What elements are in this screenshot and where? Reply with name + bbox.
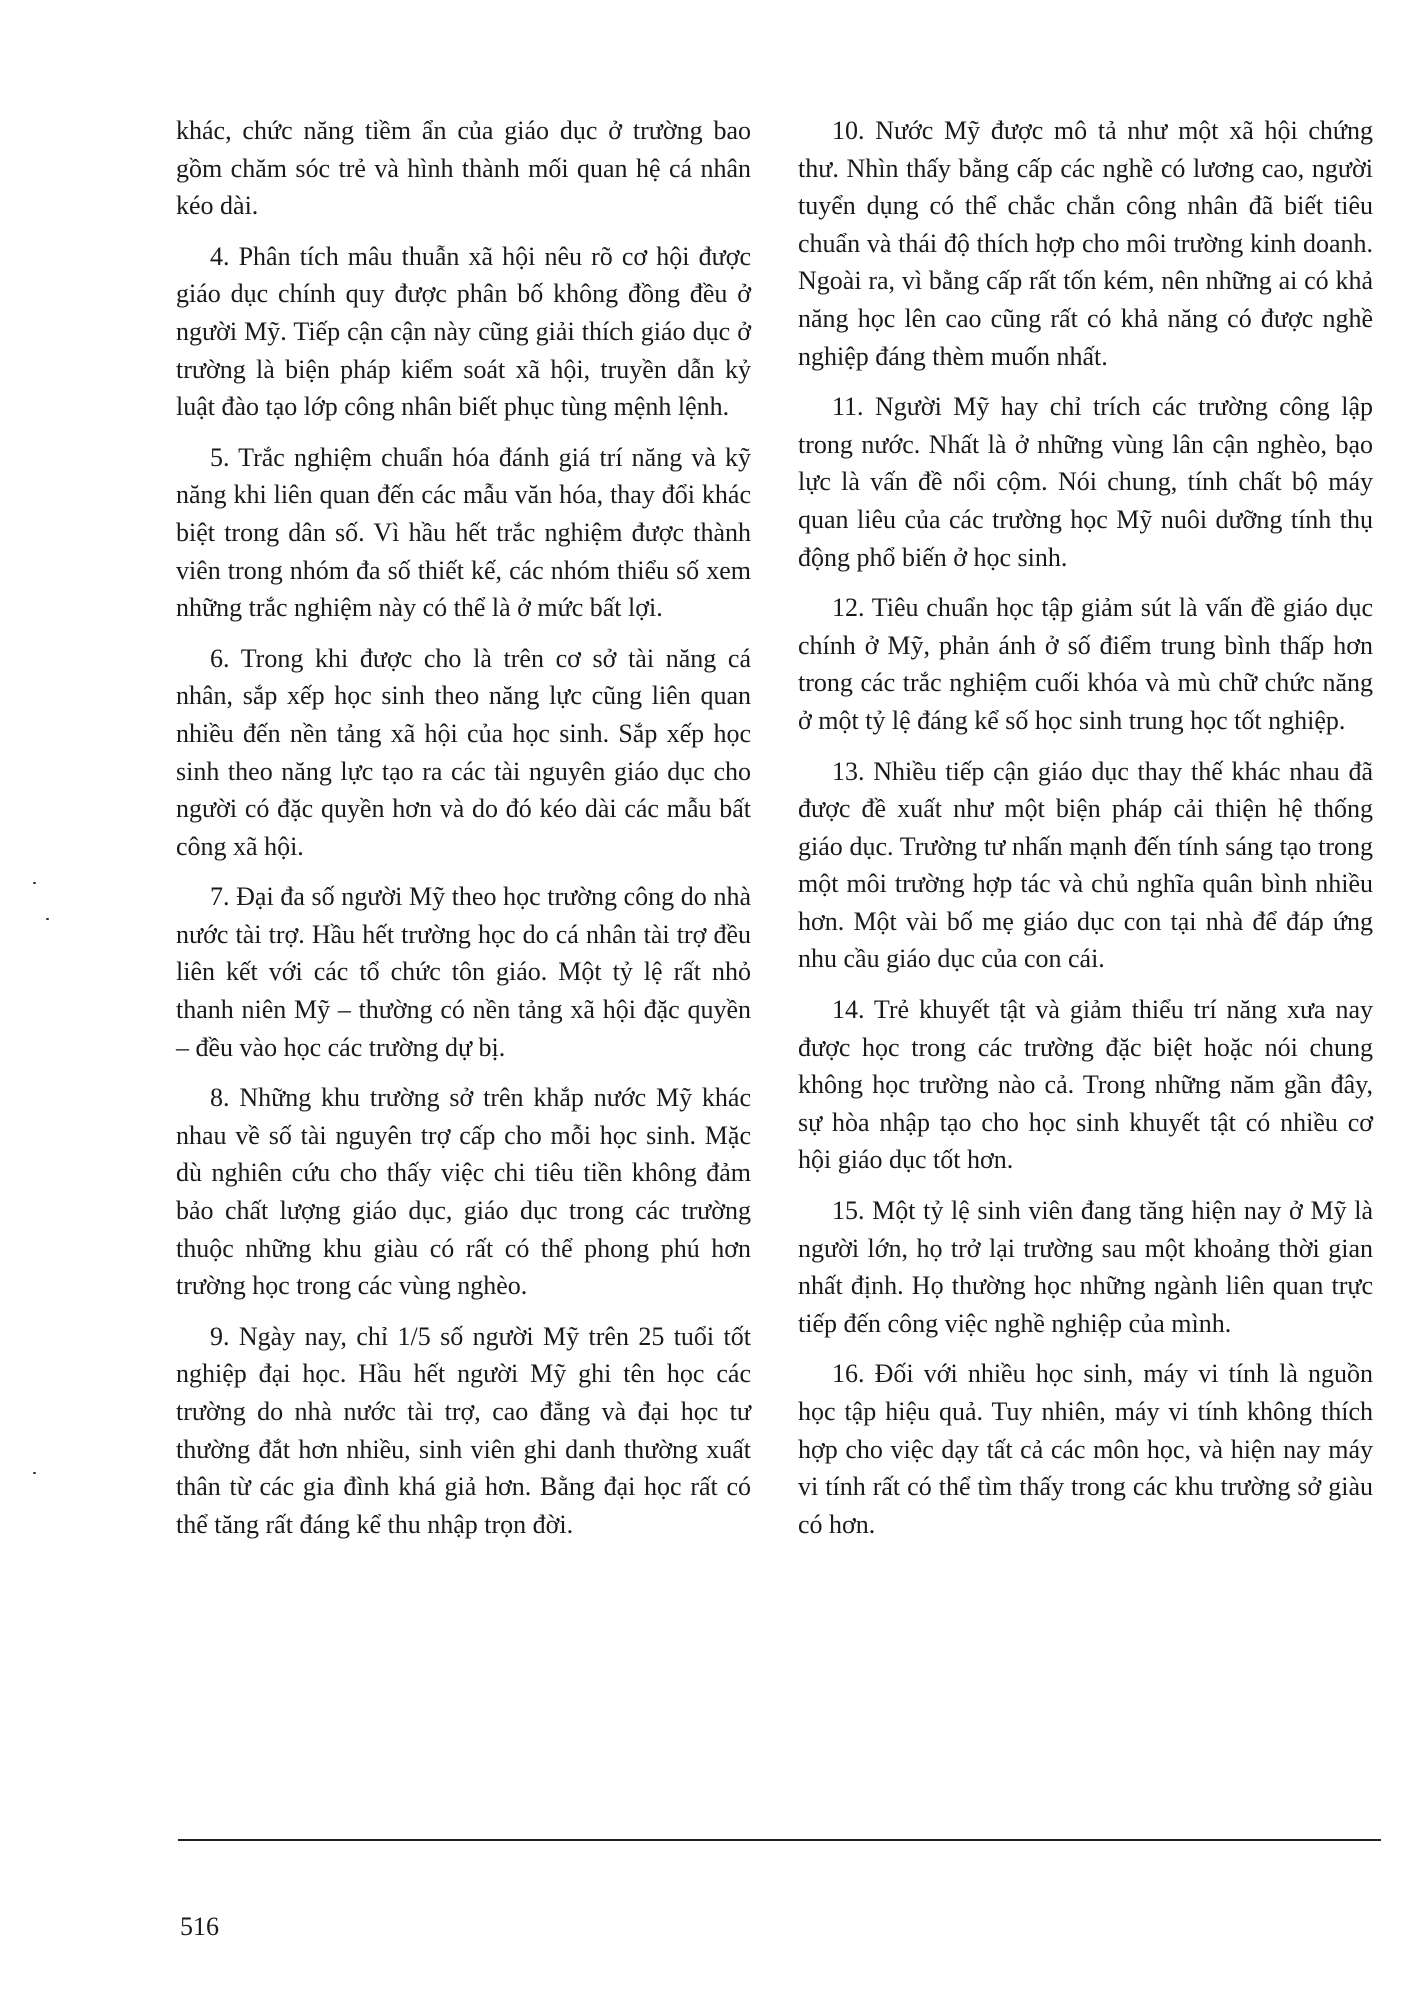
- paragraph-item-4: 4. Phân tích mâu thuẫn xã hội nêu rõ cơ hội được giáo dục chính quy được phân bố không đồng đều ở người Mỹ. Tiếp cận cận này cũng giải thích giáo dục ở trường là biện pháp kiểm soát xã hội, truyền dẫn kỷ luật đào tạo lớp công nhân biết phục tùng mệnh lệnh.: [176, 241, 751, 422]
- paragraph-item-10: 10. Nước Mỹ được mô tả như một xã hội chứng thư. Nhìn thấy bằng cấp các nghề có lương cao, người tuyển dụng có thể chắc chắn công nhân đã biết tiêu chuẩn và thái độ thích hợp cho môi trường kinh doanh. Ngoài ra, vì bằng cấp rất tốn kém, nên những ai có khả năng học lên cao cũng rất có khả năng có được nghề nghiệp đáng thèm muốn nhất.: [798, 116, 1373, 371]
- paragraph-item-7: 7. Đại đa số người Mỹ theo học trường công do nhà nước tài trợ. Hầu hết trường học do cá nhân tài trợ đều liên kết với các tổ chức tôn giáo. Một tỷ lệ rất nhỏ thanh niên Mỹ – thường có nền tảng xã hội đặc quyền – đều vào học các trường dự bị.: [176, 882, 751, 1062]
- paragraph-item-6: 6. Trong khi được cho là trên cơ sở tài năng cá nhân, sắp xếp học sinh theo năng lực cũng liên quan nhiều đến nền tảng xã hội của học sinh. Sắp xếp học sinh theo năng lực tạo ra các tài nguyên giáo dục cho người có đặc quyền hơn và do đó kéo dài các mẫu bất công xã hội.: [176, 643, 751, 861]
- footer-rule: [178, 1839, 1381, 1841]
- right-text-column: [798, 112, 1373, 1556]
- paragraph-item-9: 9. Ngày nay, chỉ 1/5 số người Mỹ trên 25 tuổi tốt nghiệp đại học. Hầu hết người Mỹ ghi tên học các trường do nhà nước tài trợ, cao đẳng và đại học tư thường đắt hơn nhiều, sinh viên ghi danh thường xuất thân từ các gia đình khá giả hơn. Bằng đại học rất có thể tăng rất đáng kể thu nhập trọn đời.: [176, 1321, 751, 1539]
- paragraph-item-15: 15. Một tỷ lệ sinh viên đang tăng hiện nay ở Mỹ là người lớn, họ trở lại trường sau một khoảng thời gian nhất định. Họ thường học những ngành liên quan trực tiếp đến công việc nghề nghiệp của mình.: [798, 1196, 1373, 1338]
- paragraph-item-5: 5. Trắc nghiệm chuẩn hóa đánh giá trí năng và kỹ năng khi liên quan đến các mẫu văn hóa, thay đổi khác biệt trong dân số. Vì hầu hết trắc nghiệm được thành viên trong nhóm đa số thiết kế, các nhóm thiểu số xem những trắc nghiệm này có thể là ở mức bất lợi.: [176, 442, 751, 623]
- paragraph-continued: khác, chức năng tiềm ẩn của giáo dục ở trường bao gồm chăm sóc trẻ và hình thành mối quan hệ cá nhân kéo dài.: [176, 116, 751, 221]
- paragraph-item-8: 8. Những khu trường sở trên khắp nước Mỹ khác nhau về số tài nguyên trợ cấp cho mỗi học sinh. Mặc dù nghiên cứu cho thấy việc chi tiêu tiền không đảm bảo chất lượng giáo dục, giáo dục trong các trường thuộc những khu giàu có rất có thể phong phú hơn trường học trong các vùng nghèo.: [176, 1083, 751, 1301]
- scan-speck: [33, 1472, 36, 1474]
- paragraph-item-12: 12. Tiêu chuẩn học tập giảm sút là vấn đề giáo dục chính ở Mỹ, phản ánh ở số điểm trung bình thấp hơn trong các trắc nghiệm cuối khóa và mù chữ chức năng ở một tỷ lệ đáng kể số học sinh trung học tốt nghiệp.: [798, 593, 1373, 735]
- paragraph-item-13: 13. Nhiều tiếp cận giáo dục thay thế khác nhau đã được đề xuất như một biện pháp cải thiện hệ thống giáo dục. Trường tư nhấn mạnh đến tính sáng tạo trong một môi trường hợp tác và chủ nghĩa quân bình nhiều hơn. Một vài bố mẹ giáo dục con tại nhà để đáp ứng nhu cầu giáo dục của con cái.: [798, 756, 1373, 974]
- left-text-column: [176, 112, 751, 1556]
- scan-speck: [33, 882, 36, 884]
- paragraph-item-11: 11. Người Mỹ hay chỉ trích các trường công lập trong nước. Nhất là ở những vùng lân cận nghèo, bạo lực là vấn đề nổi cộm. Nói chung, tính chất bộ máy quan liêu của các trường học Mỹ nuôi dưỡng tính thụ động phổ biến ở học sinh.: [798, 392, 1373, 572]
- paragraph-item-14: 14. Trẻ khuyết tật và giảm thiểu trí năng xưa nay được học trong các trường đặc biệt hoặc nói chung không học trường nào cả. Trong những năm gần đây, sự hòa nhập tạo cho học sinh khuyết tật có nhiều cơ hội giáo dục tốt hơn.: [798, 995, 1373, 1175]
- scan-speck: [46, 918, 49, 920]
- page-number: 516: [180, 1912, 219, 1941]
- paragraph-item-16: 16. Đối với nhiều học sinh, máy vi tính là nguồn học tập hiệu quả. Tuy nhiên, máy vi tính không thích hợp cho việc dạy tất cả các môn học, và hiện nay máy vi tính rất có thể tìm thấy trong các khu trường sở giàu có hơn.: [798, 1359, 1373, 1539]
